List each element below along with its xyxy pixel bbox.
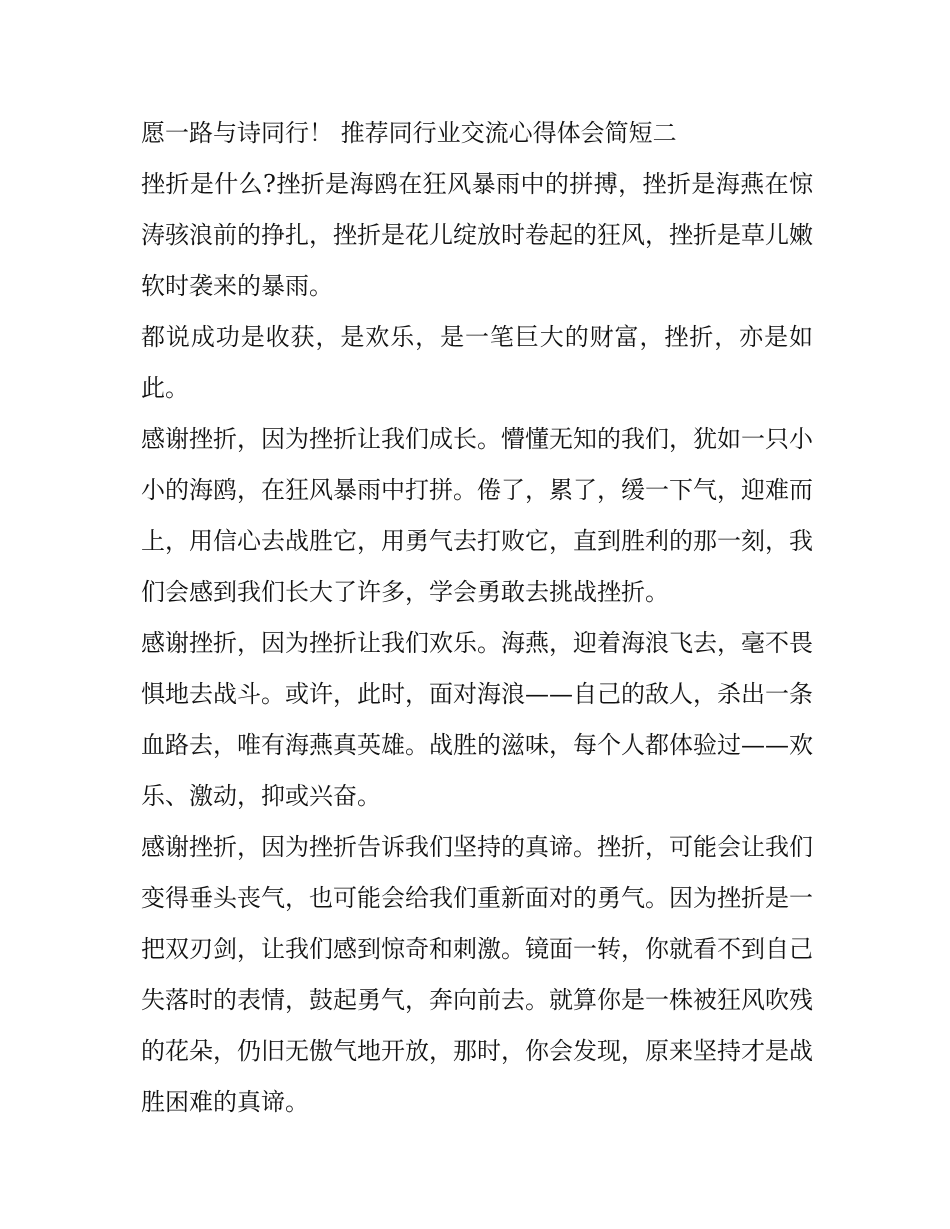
paragraph-1: 挫折是什么?挫折是海鸥在狂风暴雨中的拼搏，挫折是海燕在惊涛骇浪前的挣扎，挫折是花儿绽放时卷起的狂风，挫折是草儿嫩软时袭来的暴雨。 xyxy=(141,170,813,300)
paragraph-5: 感谢挫折，因为挫折告诉我们坚持的真谛。挫折，可能会让我们变得垂头丧气，也可能会给我们重新面对的勇气。因为挫折是一把双刃剑，让我们感到惊奇和刺激。镜面一转，你就看不到自己失落时的表情，鼓起勇气，奔向前去。就算你是一株被狂风吹残的花朵，仍旧无傲气地开放，那时，你会发现，原来坚持才是战胜困难的真谛。 xyxy=(141,833,813,1116)
paragraph-3: 感谢挫折，因为挫折让我们成长。懵懂无知的我们，犹如一只小小的海鸥，在狂风暴雨中打拼。倦了，累了，缓一下气，迎难而上，用信心去战胜它，用勇气去打败它，直到胜利的那一刻，我们会感到我们长大了许多，学会勇敢去挑战挫折。 xyxy=(141,425,813,606)
document-page xyxy=(141,108,813,1128)
document-title: 愿一路与诗同行！ 推荐同行业交流心得体会简短二 xyxy=(141,119,677,147)
paragraph-4: 感谢挫折，因为挫折让我们欢乐。海燕，迎着海浪飞去，毫不畏惧地去战斗。或许，此时，面对海浪——自己的敌人，杀出一条血路去，唯有海燕真英雄。战胜的滋味，每个人都体验过——欢乐、激动，抑或兴奋。 xyxy=(141,629,813,810)
paragraph-2: 都说成功是收获，是欢乐，是一笔巨大的财富，挫折，亦是如此。 xyxy=(141,323,813,402)
